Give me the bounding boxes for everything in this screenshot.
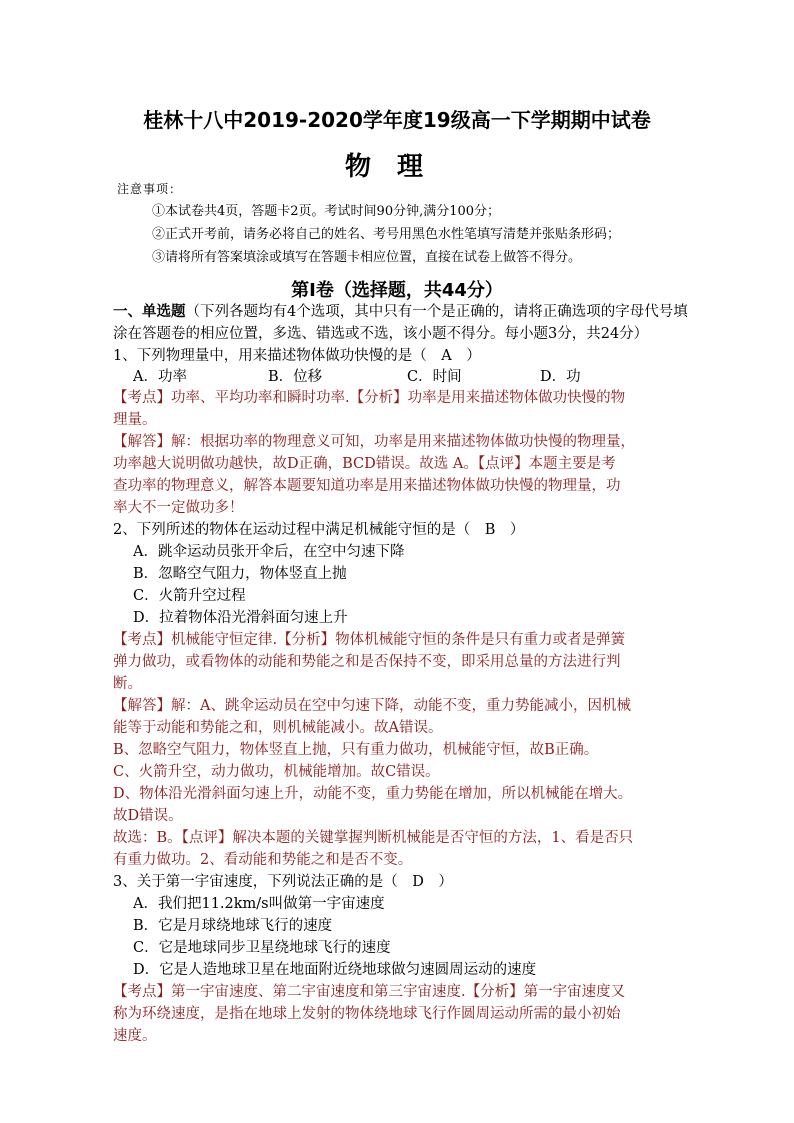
q2-analysis-line-6: B、忽略空气阻力，物体竖直上抛，只有重力做功，机械能守恒，故B正确。	[113, 742, 599, 758]
q2-analysis-line-4: 【解答】解：A、跳伞运动员在空中匀速下降，动能不变，重力势能减小，因机械	[113, 698, 631, 714]
q3-analysis-line-3: 速度。	[113, 1028, 157, 1044]
q1-option-c: C．时间	[407, 369, 462, 385]
q1-analysis-line-5: 查功率的物理意义，解答本题要知道功率是用来描述物体做功快慢的物理量，功	[113, 478, 621, 494]
q3-option-a: A．我们把11.2km/s叫做第一宇宙速度	[133, 896, 385, 912]
q2-option-b: B．忽略空气阻力，物体竖直上抛	[133, 566, 347, 582]
q1-stem: 1、下列物理量中，用来描述物体做功快慢的是（ A ）	[113, 348, 481, 364]
part1-desc-2: 涂在答题卷的相应位置，多选、错选或不选，该小题不得分。每小题3分，共24分）	[113, 326, 649, 342]
q1-analysis-line-1: 【考点】功率、平均功率和瞬时功率.【分析】功率是用来描述物体做功快慢的物	[113, 390, 626, 406]
q1-analysis-line-3: 【解答】解：根据功率的物理意义可知，功率是用来描述物体做功快慢的物理量，	[113, 434, 635, 450]
notice-heading: 注意事项：	[117, 182, 183, 196]
q1-analysis-line-2: 理量。	[113, 412, 157, 428]
exam-title: 桂林十八中2019-2020学年度19级高一下学期期中试卷	[143, 108, 651, 132]
q2-analysis-line-9: 故D错误。	[113, 808, 183, 824]
notice-item-3: ③请将所有答案填涂或填写在答题卡相应位置，直接在试卷上做答不得分。	[152, 250, 582, 265]
q2-analysis-line-7: C、火箭升空，动力做功，机械能增加。故C错误。	[113, 764, 440, 780]
part1-desc-1: （下列各题均有4个选项，其中只有一个是正确的，请将正确选项的字母代号填	[185, 304, 688, 320]
notice-item-1: ①本试卷共4页，答题卡2页。考试时间90分钟,满分100分；	[152, 204, 501, 219]
q2-analysis-line-5: 能等于动能和势能之和，则机械能减小。故A错误。	[113, 720, 443, 736]
q3-option-c: C．它是地球同步卫星绕地球飞行的速度	[133, 940, 391, 956]
q2-option-c: C．火箭升空过程	[133, 588, 246, 604]
q1-option-a: A．功率	[133, 369, 187, 385]
q1-option-b: B．位移	[268, 369, 323, 385]
part1-intro-line-1	[113, 301, 688, 323]
subject-title: 物理	[344, 152, 449, 182]
notice-item-2: ②正式开考前，请务必将自己的姓名、考号用黑色水性笔填写清楚并张贴条形码；	[152, 227, 621, 242]
q3-option-d: D．它是人造地球卫星在地面附近绕地球做匀速圆周运动的速度	[133, 962, 537, 978]
q2-analysis-line-10: 故选：B。【点评】解决本题的关键掌握判断机械能是否守恒的方法，1、看是否只	[113, 830, 634, 846]
q1-option-d: D．功	[540, 369, 581, 385]
q2-analysis-line-3: 断。	[113, 676, 142, 692]
q2-analysis-line-1: 【考点】机械能守恒定律.【分析】物体机械能守恒的条件是只有重力或者是弹簧	[113, 632, 626, 648]
q2-analysis-line-2: 弹力做功，或看物体的动能和势能之和是否保持不变，即采用总量的方法进行判	[113, 654, 621, 670]
q2-stem: 2、下列所述的物体在运动过程中满足机械能守恒的是（ B ）	[113, 522, 525, 538]
q2-option-a: A．跳伞运动员张开伞后，在空中匀速下降	[133, 544, 405, 560]
q3-analysis-line-2: 称为环绕速度，是指在地球上发射的物体绕地球飞行作圆周运动所需的最小初始	[113, 1006, 621, 1022]
q2-analysis-line-11: 有重力做功。2、看动能和势能之和是否不变。	[113, 852, 413, 868]
q1-analysis-line-6: 率大不一定做功多！	[113, 500, 244, 516]
q2-option-d: D．拉着物体沿光滑斜面匀速上升	[133, 610, 348, 626]
section-title: 第Ⅰ卷（选择题，共44分）	[291, 280, 503, 301]
q1-analysis-line-4: 功率越大说明做功越快，故D正确，BCD错误。故选 A。【点评】本题主要是考	[113, 456, 616, 472]
part1-label: 一、单选题	[113, 303, 186, 320]
q3-option-b: B．它是月球绕地球飞行的速度	[133, 918, 333, 934]
q2-analysis-line-8: D、物体沿光滑斜面匀速上升，动能不变，重力势能在增加，所以机械能在增大。	[113, 786, 633, 802]
q3-stem: 3、关于第一宇宙速度，下列说法正确的是（ D ）	[113, 874, 453, 890]
q3-analysis-line-1: 【考点】第一宇宙速度、第二宇宙速度和第三宇宙速度.【分析】第一宇宙速度又	[113, 984, 626, 1000]
